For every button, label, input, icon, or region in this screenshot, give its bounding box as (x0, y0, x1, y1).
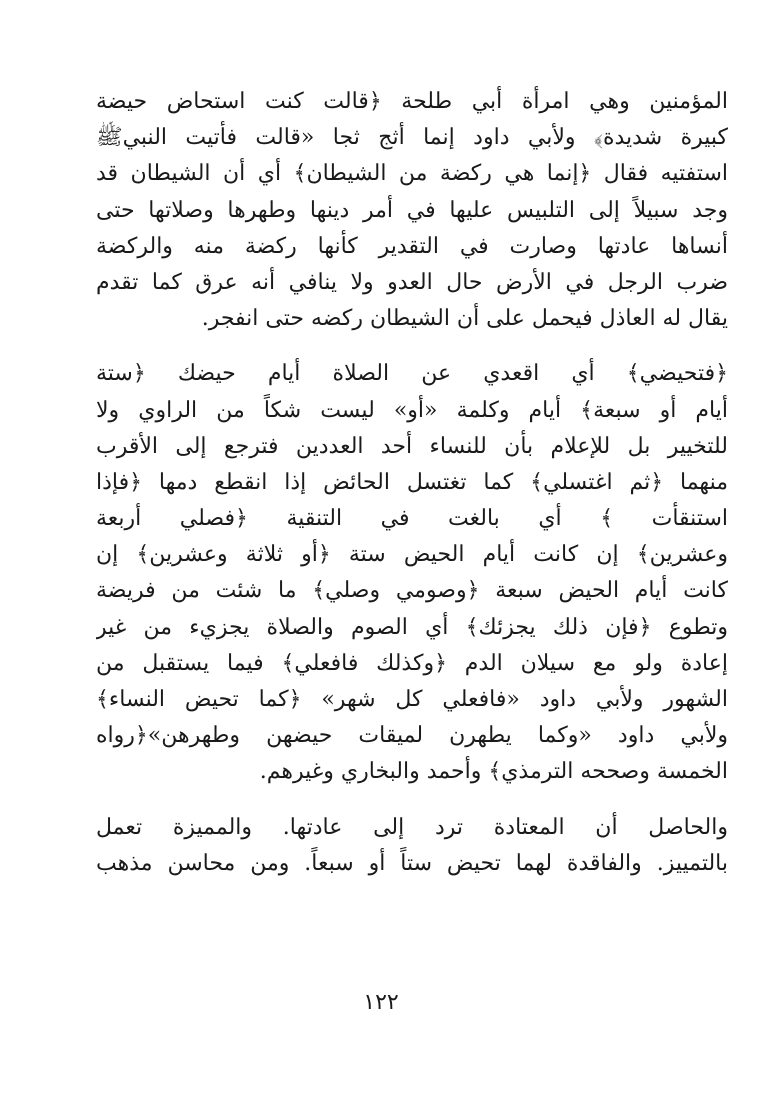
text-line: وتطوع ﴿فإن ذلك يجزئك﴾ أي الصوم والصلاة يجزيء من غير (96, 614, 728, 640)
text-line: وجد سبيلاً إلى التلبيس عليها في أمر دينها وطهرها وصلاتها حتى (96, 197, 728, 223)
text-line: ضرب الرجل في الأرض حال العدو ولا ينافي أنه عرق كما تقدم (96, 269, 728, 295)
text-line: المؤمنين وهي امرأة أبي طلحة ﴿قالت كنت استحاض حيضة (96, 89, 728, 114)
text-line: والحاصل أن المعتادة ترد إلى عادتها. والمميزة تعمل (96, 814, 728, 840)
text-line: إعادة ولو مع سيلان الدم ﴿وكذلك فافعلي﴾ فيما يستقبل من (96, 650, 728, 676)
text-line: أنساها عادتها وصارت في التقدير كأنها ركضة منه والركضة (96, 233, 728, 259)
paragraph-2 (96, 356, 728, 790)
text-line: ولأبي داود «وكما يطهرن لميقات حيضهن وطهرهن»﴿رواه (96, 723, 728, 749)
paragraph-gap (96, 791, 728, 810)
text-line: ﴿فتحيضي﴾ أي اقعدي عن الصلاة أيام حيضك ﴿ستة (96, 361, 728, 387)
text-line: كانت أيام الحيض سبعة ﴿وصومي وصلي﴾ ما شئت من فريضة (96, 578, 728, 604)
text-line: الخمسة وصححه الترمذي﴾ وأحمد والبخاري وغيرهم. (259, 759, 728, 785)
paragraph-gap (96, 337, 728, 356)
page-number: ١٢٢ (363, 990, 399, 1015)
text-line: بالتمييز. والفاقدة لهما تحيض ستاً أو سبعاً. ومن محاسن مذهب (96, 850, 728, 876)
text-line: أيام أو سبعة﴾ أيام وكلمة «أو» ليست شكاً من الراوي ولا (96, 397, 728, 423)
text-line: استنقأت ﴾ أي بالغت في التنقية ﴿فصلي أربعة (96, 506, 728, 532)
text-line: كبيرة شديدة﴾ ولأبي داود إنما أثج ثجا «قالت فأتيت النبيﷺ (96, 125, 728, 151)
text-line: وعشرين﴾ إن كانت أيام الحيض ستة ﴿أو ثلاثة وعشرين﴾ إن (96, 542, 728, 568)
page-body (96, 84, 728, 882)
text-line: استفتيه فقال ﴿إنما هي ركضة من الشيطان﴾ أي أن الشيطان قد (96, 161, 728, 187)
text-line: للتخيير بل للإعلام بأن للنساء أحد العددين فترجع إلى الأقرب (96, 433, 728, 459)
text-line: الشهور ولأبي داود «فافعلي كل شهر» ﴿كما تحيض النساء﴾ (96, 687, 728, 712)
paragraph-1 (96, 84, 728, 337)
paragraph-3 (96, 810, 728, 882)
text-line: يقال له العاذل فيحمل على أن الشيطان ركضه حتى انفجر. (201, 306, 728, 332)
text-line: منهما ﴿ثم اغتسلي﴾ كما تغتسل الحائض إذا انقطع دمها ﴿فإذا (96, 469, 728, 495)
